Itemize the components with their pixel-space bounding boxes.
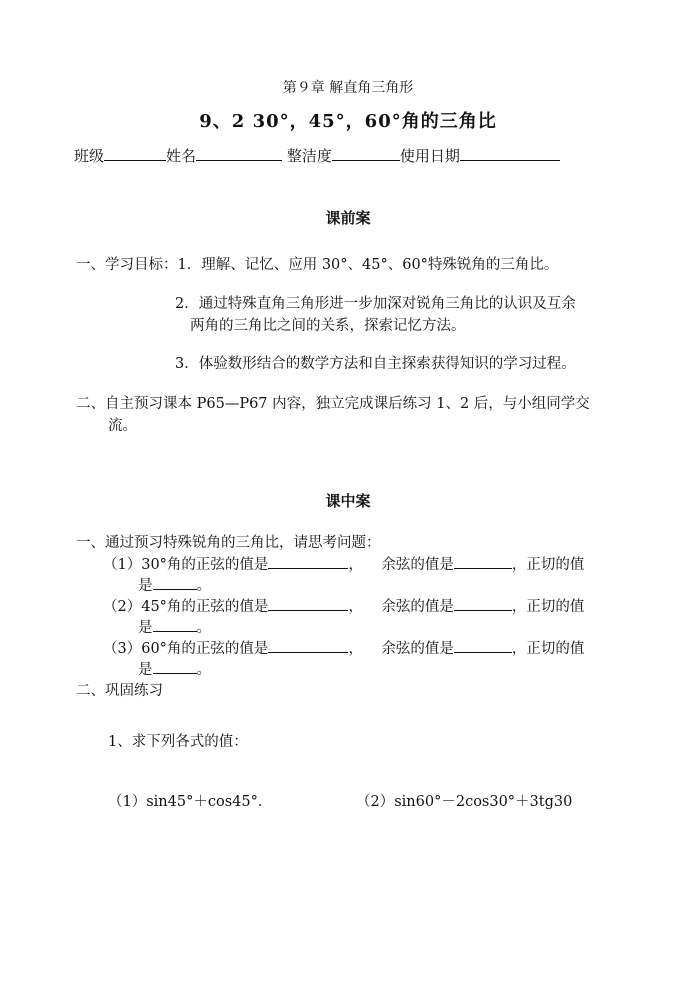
preview-task-line1: 二、自主预习课本 P65—P67 内容，独立完成课后练习 1、2 后，与小组同学交	[76, 396, 590, 412]
exercise-intro: 1、求下列各式的值：	[108, 734, 248, 750]
q1-cos-label: 余弦的值是	[381, 557, 454, 573]
q3-text: （3）60°角的正弦的值是	[103, 641, 269, 657]
q1-sin-blank[interactable]	[268, 554, 348, 569]
q3-sin-blank[interactable]	[268, 638, 348, 653]
q1-tan-label: ，正切的值	[511, 557, 585, 573]
question-2-line2	[138, 616, 211, 637]
q3-is: 是	[138, 662, 153, 678]
q3-tan-blank[interactable]	[153, 659, 197, 674]
exercise-expression-2: （2）sin60°－2cos30°＋3tg30	[356, 794, 573, 810]
q1-cos-blank[interactable]	[454, 554, 512, 569]
learning-goal-2-line2: 两角的三角比之间的关系，探索记忆方法。	[190, 318, 466, 334]
name-blank[interactable]	[196, 146, 282, 161]
learning-goal-3: 3．体验数形结合的数学方法和自主探索获得知识的学习过程。	[175, 356, 576, 372]
name-label: 姓名	[166, 147, 197, 165]
comma: ，	[348, 599, 363, 615]
in-class-heading: 课中案	[325, 492, 371, 510]
q2-text: （2）45°角的正弦的值是	[103, 599, 269, 615]
date-blank[interactable]	[460, 146, 560, 161]
lesson-title: 9、2 30°，45°，60°角的三角比	[199, 111, 497, 132]
chapter-title: 第９章 解直角三角形	[282, 80, 414, 96]
q1-is: 是	[138, 578, 153, 594]
pre-class-heading: 课前案	[325, 209, 371, 227]
q2-cos-label: 余弦的值是	[381, 599, 454, 615]
q2-tan-blank[interactable]	[153, 617, 197, 632]
preview-task-line2: 流。	[108, 418, 137, 434]
question-1-line1	[103, 553, 584, 574]
tidiness-blank[interactable]	[332, 146, 400, 161]
q3-cos-label: 余弦的值是	[381, 641, 454, 657]
question-3-line1	[103, 637, 584, 658]
q3-tan-label: ，正切的值	[511, 641, 585, 657]
period: 。	[196, 662, 211, 678]
q1-tan-blank[interactable]	[153, 575, 197, 590]
period: 。	[196, 620, 211, 636]
comma: ，	[348, 641, 363, 657]
period: 。	[196, 578, 211, 594]
tidiness-label: 整洁度	[286, 147, 332, 165]
date-label: 使用日期	[399, 147, 460, 165]
question-3-line2	[138, 658, 211, 679]
comma: ，	[348, 557, 363, 573]
practice-heading: 二、巩固练习	[76, 683, 163, 699]
q3-cos-blank[interactable]	[454, 638, 512, 653]
q2-cos-blank[interactable]	[454, 596, 512, 611]
question-1-line2	[138, 574, 211, 595]
learning-goal-2-line1: 2．通过特殊直角三角形进一步加深对锐角三角比的认识及互余	[175, 296, 576, 312]
q2-tan-label: ，正切的值	[511, 599, 585, 615]
exercise-expression-1: （1）sin45°＋cos45°．	[108, 794, 273, 810]
q1-text: （1）30°角的正弦的值是	[103, 557, 269, 573]
q2-is: 是	[138, 620, 153, 636]
learning-goal-1: 一、学习目标：1．理解、记忆、应用 30°、45°、60°特殊锐角的三角比。	[76, 257, 559, 273]
q2-sin-blank[interactable]	[268, 596, 348, 611]
question-intro: 一、通过预习特殊锐角的三角比，请思考问题：	[76, 535, 381, 551]
class-blank[interactable]	[104, 146, 166, 161]
class-label: 班级	[74, 147, 105, 165]
student-info-line	[74, 145, 560, 166]
question-2-line1	[103, 595, 584, 616]
